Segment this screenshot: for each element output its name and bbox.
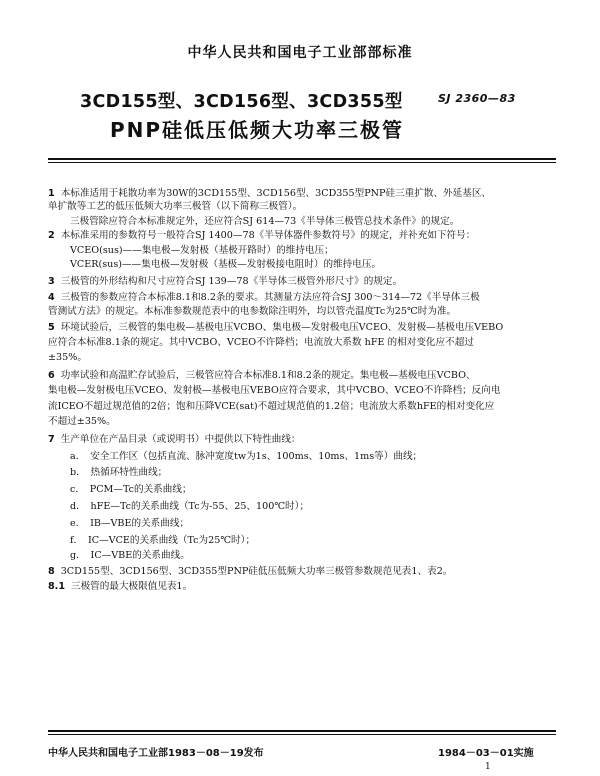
body-line xyxy=(70,215,459,228)
clause-text: 三极管除应符合本标准规定外，还应符合SJ 614—73《半导体三极管总技术条件》的规定。 xyxy=(70,216,460,227)
body-line xyxy=(48,291,480,304)
clause-text: 3CD155型、3CD156型、3CD355型PNP硅低压低频大功率三极管参数规范见表1、表2。 xyxy=(60,566,453,577)
body-line xyxy=(48,275,402,288)
clause-text: 集电极—发射极电压VCEO、发射极—基极电压VEBO应符合要求，其中VCBO、VCEO不许降档；反向电 xyxy=(48,385,501,396)
clause-number: 6 xyxy=(48,370,55,381)
clause-number: 8 xyxy=(48,566,55,577)
document-title-line1: 3CD155型、3CD156型、3CD355型 xyxy=(80,92,403,112)
body-line xyxy=(48,400,494,413)
clause-text: VCEO(sus)——集电极—发射极（基极开路时）的维持电压； xyxy=(70,245,334,256)
clause-text: 单扩散等工艺的低压低频大功率三极管（以下简称三极管）。 xyxy=(48,201,303,212)
footer-rule-thin xyxy=(48,734,556,735)
clause-number: 8.1 xyxy=(48,581,65,592)
body-line xyxy=(48,369,476,382)
clause-text: e． IB—VBE的关系曲线； xyxy=(70,518,190,529)
body-line xyxy=(48,351,87,364)
clause-text: 环境试验后，三极管的集电极—基极电压VCBO、集电极—发射极电压VCEO、发射极—基极电压VEBO xyxy=(60,322,504,333)
clause-text: 本标准适用于耗散功率为30W的3CD155型、3CD156型、3CD355型PNP硅三重扩散、外延基区、 xyxy=(60,188,492,199)
body-line xyxy=(48,565,452,578)
clause-text: 三极管的外形结构和尺寸应符合SJ 139—78《半导体三极管外形尺寸》的规定。 xyxy=(60,276,403,287)
body-line xyxy=(48,433,301,446)
header-rule xyxy=(48,158,556,160)
body-line xyxy=(70,483,192,496)
issue-date: 中华人民共和国电子工业部1983－08－19发布 xyxy=(48,748,264,759)
document-title-line2: PNP硅低压低频大功率三极管 xyxy=(110,118,405,142)
body-line xyxy=(48,384,500,397)
body-line xyxy=(48,336,474,349)
clause-text: c． PCM—Tc的关系曲线； xyxy=(70,484,192,495)
body-line xyxy=(70,258,381,271)
clause-number: 4 xyxy=(48,292,55,303)
clause-number: 3 xyxy=(48,276,55,287)
clause-number: 2 xyxy=(48,230,55,241)
clause-number: 7 xyxy=(48,434,55,445)
clause-text: VCER(sus)——集电极—发射极（基极—发射极接电阻时）的维持电压。 xyxy=(70,259,382,270)
body-line xyxy=(70,466,167,479)
header-rule-thin xyxy=(48,162,556,163)
clause-text: g． IC—VBE的关系曲线。 xyxy=(70,550,190,561)
body-line xyxy=(48,187,491,200)
clause-text: 生产单位在产品目录（或说明书）中提供以下特性曲线： xyxy=(60,434,301,445)
clause-text: a． 安全工作区（包括直流、脉冲宽度tw为1s、100ms、10ms、1ms等）曲线； xyxy=(70,451,423,462)
clause-number: 1 xyxy=(48,188,55,199)
clause-text: 功率试验和高温贮存试验后，三极管应符合本标准8.1和8.2条的规定。集电极—基极电压VCBO、 xyxy=(60,370,476,381)
clause-text: d． hFE—Tc的关系曲线（Tc为-55、25、100℃时）； xyxy=(70,501,310,512)
clause-text: f． IC—VCE的关系曲线（Tc为25℃时）； xyxy=(70,535,256,546)
body-line xyxy=(48,321,503,334)
body-line xyxy=(70,450,422,463)
clause-text: 本标准采用的参数符号一般符合SJ 1400—78《半导体器件参数符号》的规定，并补充如下符号： xyxy=(60,230,476,241)
body-line xyxy=(70,517,189,530)
body-line xyxy=(48,200,302,213)
body-line xyxy=(48,580,192,593)
clause-text: 流ICEO不超过规范值的2倍；饱和压降VCE(sat)不超过规范值的1.2倍；电流放大系数hFE的相对变化应 xyxy=(48,401,495,412)
body-line xyxy=(70,549,190,562)
footer-rule xyxy=(48,730,556,732)
body-line xyxy=(70,244,334,257)
body-line xyxy=(48,305,456,318)
clause-text: b． 热循环特性曲线； xyxy=(70,467,168,478)
body-line xyxy=(70,500,309,513)
body-line xyxy=(48,229,475,242)
clause-number: 5 xyxy=(48,322,55,333)
clause-text: 应符合本标准8.1条的规定。其中VCBO、VCEO不许降档；电流放大系数 hFE 的相对变化应不超过 xyxy=(48,337,474,348)
effective-date: 1984－03－01实施 xyxy=(438,748,534,759)
body-line xyxy=(70,534,255,547)
standard-code: SJ 2360—83 xyxy=(438,92,516,105)
clause-text: 管测试方法》的规定。本标准参数规范表中的电参数除注明外，均以管壳温度Tc为25℃时为准。 xyxy=(48,306,457,317)
clause-text: 三极管的最大极限值见表1。 xyxy=(71,581,193,592)
clause-text: ±35%。 xyxy=(48,352,87,363)
body-line xyxy=(48,415,116,428)
issuing-organization: 中华人民共和国电子工业部部标准 xyxy=(187,45,413,61)
clause-text: 不超过±35%。 xyxy=(48,416,116,427)
page-number: 1 xyxy=(485,762,491,772)
clause-text: 三极管的参数应符合本标准8.1和8.2条的要求。其测量方法应符合SJ 300～314—72《半导体三极 xyxy=(60,292,480,303)
